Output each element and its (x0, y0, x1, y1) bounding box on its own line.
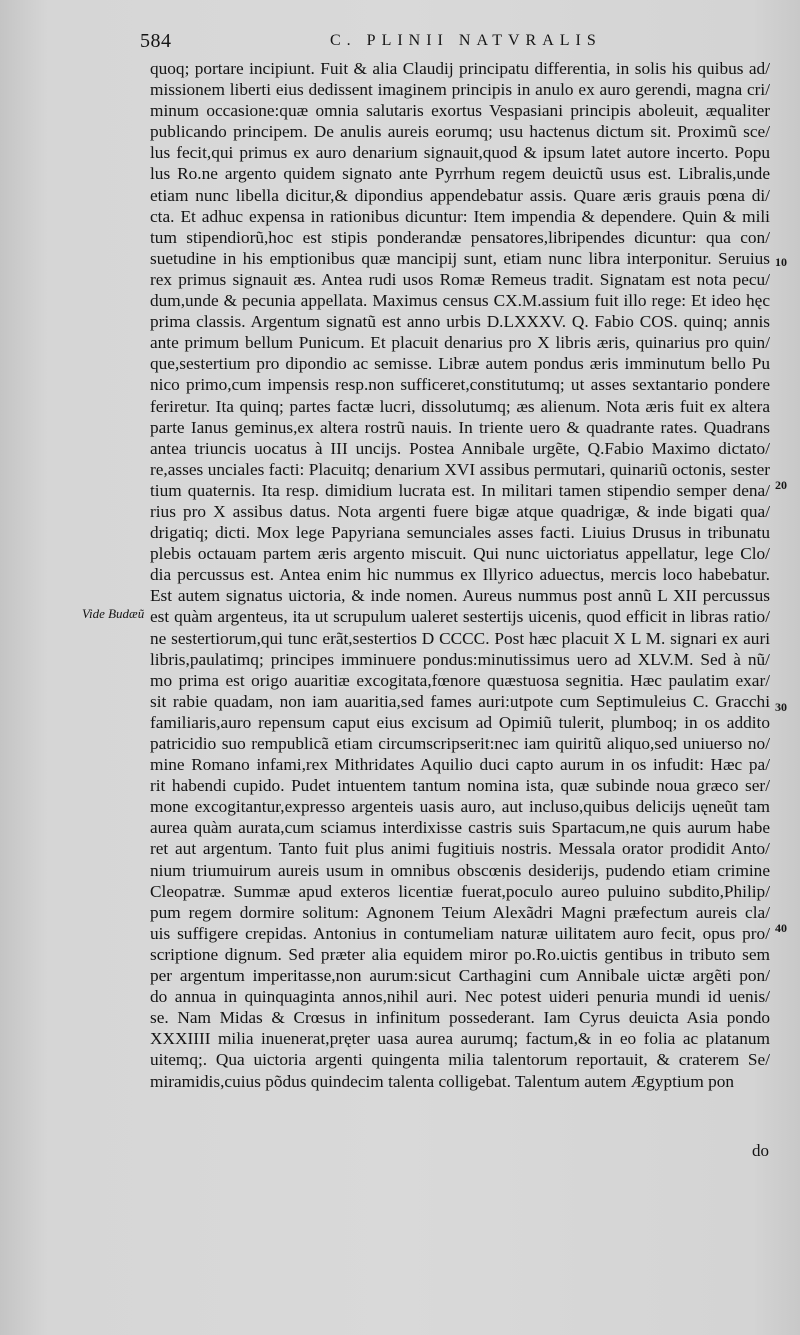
text-line: dia percussus est. Antea enim hic nummus ex Illyrico aduectus, mercis loco habebatur. (150, 565, 770, 585)
text-line: rius pro X assibus datus. Nota argenti fuere bigæ atque quadrigæ, & inde bigati qua/ (150, 501, 770, 521)
text-line: nium triumuirum aureis usum in omnibus obscœnis desiderijs, pudendo etiam crimine (150, 860, 770, 880)
running-head: C. PLINII NATVRALIS (330, 32, 602, 49)
page-header (140, 30, 780, 54)
text-line: Est autem signatus uictoria, & inde nomen. Aureus nummus post annũ L XII percussus (150, 586, 770, 606)
text-line: aurea quàm aurata,cum sciamus interdixisse castris suis Spartacum,ne quis aurum habe (150, 818, 770, 838)
text-line: sit rabie quadam, non iam auaritia,sed fames auri:utpote cum Septimuleius C. Gracchi (150, 691, 770, 711)
text-line: tum stipendiorũ,hoc est stipis ponderandæ pensatores,libripendes dicuntur: qua con/ (150, 227, 770, 247)
text-line: pum regem dormire solitum: Agnonem Teium Alexãdri Magni præfectum aureis cla/ (150, 902, 770, 922)
text-line: prima classis. Argentum signatũ est anno urbis D.LXXXV. Q. Fabio COS. quinq; annis (150, 312, 770, 332)
text-line: scriptione dignum. Sed præter alia equidem miror po.Ro.uictis gentibus in tributo sem (150, 944, 770, 964)
text-line: ret aut argentum. Tanto fuit plus animi fugitiuis nostris. Messala orator prodidit Anto/ (150, 839, 770, 859)
margin-note: Vide Budæũ (82, 606, 145, 621)
text-line: Cleopatræ. Summæ apud exteros licentiæ fuerat,poculo aureo puluino subdito,Philip/ (150, 881, 770, 901)
text-line: lus fecit,qui primus ex auro denarium signauit,quod & ipsum latet autore incerto. Popu (150, 143, 770, 163)
line-number: 30 (775, 700, 787, 714)
text-line: miramidis,cuius põdus quindecim talenta colligebat. Talentum autem Ægyptium pon (150, 1071, 735, 1091)
text-line: est quàm argenteus, ita ut scrupulum ualeret sestertijs uicenis, quod efficit in libras ratio/ (150, 607, 770, 627)
text-line: feriretur. Ita quinq; partes factæ lucri, dissolutumq; æs alienum. Nota æris fuit ex altera (150, 396, 770, 416)
line-number: 10 (775, 255, 787, 269)
text-line: lus Ro.ne argento quidem signato ante Pyrrhum regem deuictũ usus est. Libralis,unde (150, 164, 770, 184)
text-line: re,asses unciales facti: Placuitq; denarium XVI assibus permutari, quinariũ octonis, sester (150, 459, 770, 479)
text-line: XXXIIII milia inuenerat,pręter uasa aurea aurumq; factum,& in eo folia ac platanum (150, 1029, 770, 1049)
text-line: minum occasione:quæ omnia salutaris exortus Vespasiani principis aboleuit, æqualiter (150, 101, 770, 121)
text-line: ante primum bellum Punicum. Et placuit denarius pro X libris æris, quinarius pro quin/ (150, 333, 770, 353)
text-line: publicando principem. De anulis aureis eorumq; usu hactenus dictum sit. Proximũ sce/ (150, 122, 770, 142)
text-line: antea triuncis uocatus à III uncijs. Postea Annibale urgẽte, Q.Fabio Maximo dictato/ (150, 438, 770, 458)
text-line: ne sestertiorum,qui tunc erãt,sestertios D CCCC. Post hæc placuit X L M. signari ex auri (150, 628, 770, 648)
text-line: uis suffigere crepidas. Antonius in contumeliam naturæ uilitatem auro fecit, opus pro/ (150, 923, 770, 943)
text-line: dum,unde & pecunia appellata. Maximus census CX.M.assium fuit illo rege: Et ideo hęc (150, 291, 770, 311)
text-line: quoq; portare incipiunt. Fuit & alia Claudij principatu differentia, in solis his quibus ad/ (150, 59, 770, 78)
text-line: uitemq;. Qua uictoria argenti quingenta milia talentorum reportauit, & craterem Se/ (150, 1050, 770, 1070)
text-line: suetudine in his emptionibus quæ mancipij sunt, etiam nunc libra interponitur. Seruius (150, 248, 770, 268)
text-line: per argentum imperitasse,non aurum:sicut Carthagini cum Annibale uictæ argẽti pon/ (150, 966, 770, 986)
text-line: drigatiq; dicti. Mox lege Papyriana semunciales asses facti. Liuius Drusus in tribunatu (150, 523, 770, 543)
catchword: do (752, 1141, 769, 1160)
text-line: etiam nunc libella dicitur,& dipondius appendebatur assis. Quare æris grauis pœna di/ (150, 185, 770, 205)
text-line: do annua in quinquaginta annos,nihil auri. Nec potest uideri penuria mundi id uenis/ (150, 987, 770, 1007)
text-line: se. Nam Midas & Crœsus in infinitum possederant. Iam Cyrus deuicta Asia pondo (150, 1008, 770, 1028)
text-line: nico primo,cum impensis resp.non sufficeret,constitutumq; ut asses sextantario pondere (150, 375, 770, 395)
text-line: mine Romano infami,rex Mithridates Aquilio duci capto aurum in os infudit: Hæc pa/ (150, 755, 770, 775)
line-number: 20 (775, 478, 787, 492)
text-line: rit habendi cupido. Pudet intuentem tantum nomina ista, quæ subinde noua græco ser/ (150, 776, 770, 796)
text-line: patricidio suo rempublicã etiam circumscripserit:nec iam quiritũ aliquo,sed uniuerso no/ (150, 734, 770, 753)
main-text-block (150, 58, 770, 1092)
text-line: plebis octauam partem æris argento miscuit. Qui nunc uictoriatus appellatur, lege Clo/ (150, 544, 770, 564)
text-line: mone excogitantur,expresso argenteis uasis auro, aut incluso,quibus delicijs uęneũt tam (150, 797, 770, 817)
text-line: que,sestertium pro dipondio ac semisse. Libræ autem pondus æris imminutum bello Pu (150, 354, 770, 374)
text-line: rex primus signauit æs. Antea rudi usos Romæ Remeus tradit. Signatam est nota pecu/ (150, 269, 770, 289)
text-line: missionem liberti eius dedissent imaginem principis in anulo ex auro gerendi, magna cri/ (150, 80, 770, 100)
text-line: parte Ianus geminus,ex altera rostrũ nauis. In triente uero & quadrante rates. Quadrans (150, 417, 770, 437)
text-line: tium quaternis. Ita resp. dimidium lucrata est. In militari tamen stipendio semper dena/ (150, 480, 770, 500)
text-line: cta. Et adhuc expensa in rationibus dicuntur: Item impendia & dependere. Quin & mili (150, 206, 770, 226)
text-line: mo prima est origo auaritiæ excogitata,fœnore quæstuosa segnitia. Hæc paulatim exar/ (150, 670, 770, 690)
text-line: familiaris,auro repensum caput eius excisum ad Opimiũ tulerit, plumboq; in os addito (150, 712, 770, 732)
line-number: 40 (775, 921, 787, 935)
text-line: libris,paulatimq; principes imminuere pondus:minutissimus uero ad XLV.M. Sed à nũ/ (150, 649, 770, 669)
folio-number: 584 (140, 30, 172, 52)
